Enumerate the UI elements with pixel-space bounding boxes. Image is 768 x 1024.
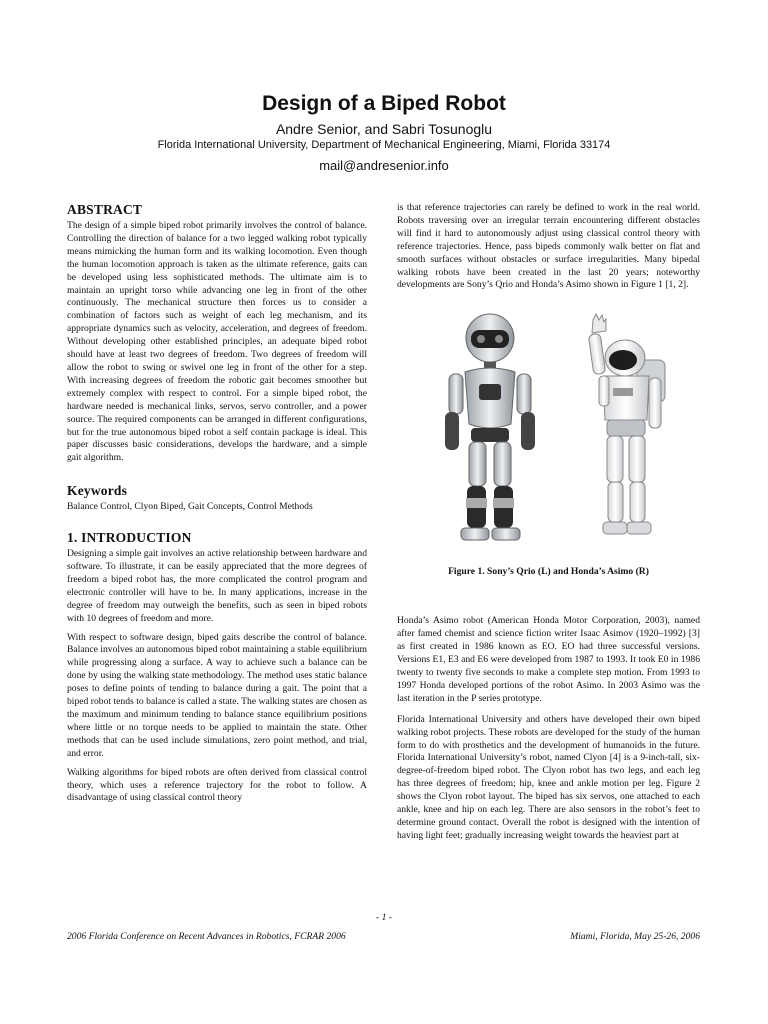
keywords-heading: Keywords bbox=[67, 483, 128, 499]
left-column bbox=[67, 202, 367, 805]
right-column bbox=[397, 202, 700, 843]
intro-paragraph-3: Walking algorithms for biped robots are often derived from classical control theory, which uses a reference trajectory for the robot to follow. A disadvantage of using classical control theory bbox=[67, 766, 367, 804]
right-paragraph-2: Honda’s Asimo robot (American Honda Motor Corporation, 2003), named after famed chemist and science fiction writer Isaac Asimov (1920–1992) [3] as first created in 1986 known as EO. EO had three successful versions. Versions E1, E3 and E6 were developed from 1987 to 1993. It took E0 in 1986 twenty to twenty five seconds to make a complete step motion. From 1993 to 1997 Honda developed portions of the robot Asimo. In 2003 Asimo was the last iteration in the P series prototype. bbox=[397, 615, 700, 704]
paper-email: mail@andresenior.info bbox=[319, 158, 449, 173]
paper-authors: Andre Senior, and Sabri Tosunoglu bbox=[275, 121, 493, 137]
keywords-text: Balance Control, Clyon Biped, Gait Concepts, Control Methods bbox=[67, 501, 313, 513]
figure-1 bbox=[397, 312, 700, 562]
footer-conference: 2006 Florida Conference on Recent Advances in Robotics, FCRAR 2006 bbox=[67, 931, 346, 942]
intro-paragraph-1: Designing a simple gait involves an active relationship between hardware and software. To illustrate, it can be easily appreciated that the more degrees of freedom a biped robot has, the more complicated the control program and electronic controller will have to be. In many applications, increase in the degree of freedom may outweigh the benefits, such as seen in biped robots with 10 degrees of freedom and more. bbox=[67, 548, 367, 624]
abstract-text: The design of a simple biped robot primarily involves the control of balance. Controlling the direction of balance for a two legged walking robot typically means mimicking the human form and its walking locomotion. Even though the human locomotion approach is taken as the ultimate reference, gaits can be developed using less sophisticated methods. The ultimate aim is to maintain an upright torso while advancing one leg in front of the other continuously. The mechanical structure then forces us to consider a combination of factors such as weight of each leg mechanism, and its appropriate dynamics such as velocity, acceleration, and degrees of freedom. Without developing other established principles, an adequate biped robot should have at least two degrees of freedom. Two degrees of freedom will allow the robot to swing or swivel one leg in front of the other for a step. With increasing degrees of freedom the robotic gait becomes smoother but extremely complex with respect to control. For a simple biped robot, the hardware needed is mechanical links, servos, servo controller, and a power source. The required components can be arranged in different configurations, but for the true autonomous biped robot a self contain package is ideal. This paper discusses basic considerations, develops the hardware, and a simple gait algorithm. bbox=[67, 220, 367, 464]
right-paragraph-1: is that reference trajectories can rarely be defined to work in the real world. Robots traversing over an irregular terrain encountering different obstacles will find it hard to autonomously adjust using classical control theory with reference trajectories. Hence, pass bipeds commonly walk better on flat and smooth surfaces without obstacles or surface irregularities. Many bipedal walking robots have been created in the last 20 years; noteworthy developments are Sony’s Qrio and Honda’s Asimo shown in Figure 1 [1, 2]. bbox=[397, 202, 700, 291]
page-number: - 1 - bbox=[376, 912, 392, 923]
qrio-robot-image bbox=[435, 312, 545, 562]
figure-1-caption: Figure 1. Sony’s Qrio (L) and Honda’s Asimo (R) bbox=[448, 566, 649, 578]
right-paragraph-3: Florida International University and others have developed their own biped walking robot projects. These robots are developed for the study of the human form to do with prosthetics and the development of humanoids in the future. Florida International University’s robot, named Clyon [4] is a 9-inch-tall, six-degree-of-freedom biped robot. The Clyon robot has two legs, and each leg has three degrees of freedom; hip, knee and ankle motion per leg. Figure 2 shows the Clyon robot layout. The biped has six servos, one attached to each ankle, knee and hip on each leg. There are also sensors in the robot’s feet to determine ground contact. Overall the robot is designed with the intention of having light feet; gradually increasing weight towards the heaviest part at bbox=[397, 713, 700, 841]
asimo-robot-image bbox=[575, 312, 675, 547]
intro-paragraph-2: With respect to software design, biped gaits describe the control of balance. Balance involves an autonomous biped robot maintaining a stable equilibrium while progressing along a surface. A way to achieve such a balance can be done by using the walking state methodology. The method uses static balance poses to define points of tending to balance during a gait. The point that a biped robot tends to balance is called a state. The walking states are chosen as the maximum and minimum tending to balance stance equilibrium positions where little or no torque needs to be applied to maintain the state. Other methods that can be used include simulations, zero point method, and trial, and error. bbox=[67, 631, 367, 759]
paper-affiliation: Florida International University, Department of Mechanical Engineering, Miami, Florida 33174 bbox=[157, 139, 611, 151]
footer-location-date: Miami, Florida, May 25-26, 2006 bbox=[570, 931, 700, 942]
introduction-heading: 1. INTRODUCTION bbox=[67, 530, 192, 546]
paper-title: Design of a Biped Robot bbox=[262, 92, 506, 115]
abstract-heading: ABSTRACT bbox=[67, 202, 143, 217]
